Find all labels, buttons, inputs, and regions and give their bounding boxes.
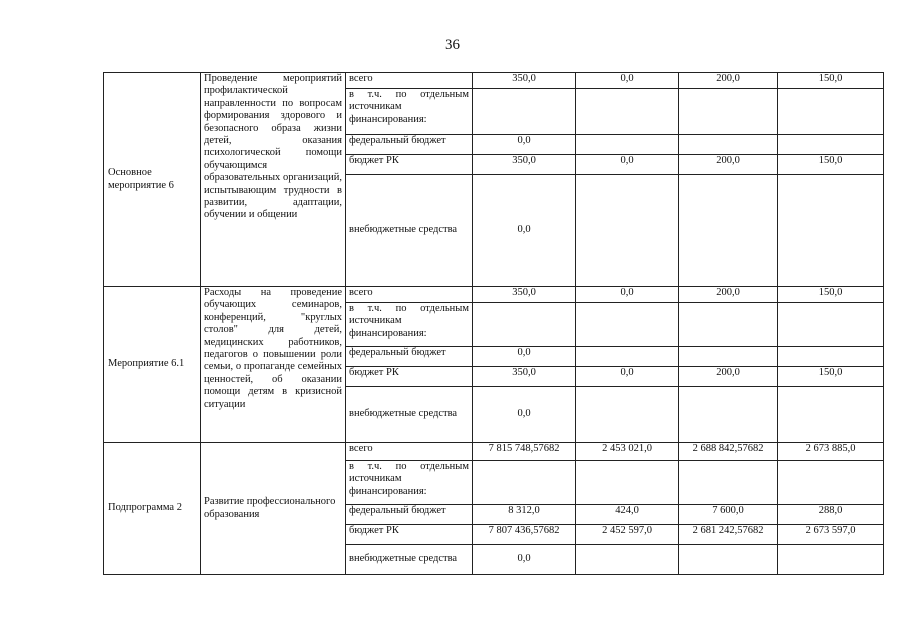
program-description: Развитие профессионального образования <box>201 443 346 575</box>
value-cell <box>778 303 884 347</box>
value-cell <box>576 303 679 347</box>
funding-source: внебюджетные средства <box>346 387 473 443</box>
value-cell <box>576 545 679 575</box>
value-cell: 2 452 597,0 <box>576 525 679 545</box>
value-cell <box>576 387 679 443</box>
value-cell: 200,0 <box>679 287 778 303</box>
funding-source: внебюджетные средства <box>346 175 473 287</box>
value-cell <box>679 303 778 347</box>
funding-source: в т.ч. по отдельным источникам финансирования: <box>346 461 473 505</box>
table-row <box>104 443 884 461</box>
value-cell: 7 807 436,57682 <box>473 525 576 545</box>
value-cell <box>778 347 884 367</box>
value-cell: 350,0 <box>473 287 576 303</box>
value-cell: 0,0 <box>473 347 576 367</box>
funding-source: федеральный бюджет <box>346 347 473 367</box>
value-cell: 8 312,0 <box>473 505 576 525</box>
value-cell <box>679 347 778 367</box>
program-description: Расходы на проведение обучающих семинаров, конференций, "круглых столов" для детей, медицинских работников, педагогов о повышении роли семьи, о пропаганде семейных ценностей, об оказании помощи детям в кризисной ситуации <box>201 287 346 443</box>
value-cell: 350,0 <box>473 155 576 175</box>
value-cell: 0,0 <box>576 73 679 89</box>
value-cell: 0,0 <box>473 387 576 443</box>
funding-source: всего <box>346 287 473 303</box>
value-cell <box>473 89 576 135</box>
funding-source: всего <box>346 443 473 461</box>
funding-source: федеральный бюджет <box>346 505 473 525</box>
value-cell <box>778 175 884 287</box>
value-cell <box>778 135 884 155</box>
value-cell <box>679 545 778 575</box>
program-description: Проведение мероприятий профилактической направленности по вопросам формирования здорового и безопасного образа жизни детей, оказания психологической помощи обучающимся образовательных организаций, испытывающим трудности в развитии, адаптации, обучении и общении <box>201 73 346 287</box>
value-cell <box>679 175 778 287</box>
value-cell <box>576 89 679 135</box>
value-cell <box>778 545 884 575</box>
value-cell <box>576 135 679 155</box>
budget-table <box>103 72 884 575</box>
value-cell <box>473 461 576 505</box>
value-cell: 150,0 <box>778 367 884 387</box>
value-cell: 2 673 597,0 <box>778 525 884 545</box>
program-name: Подпрограмма 2 <box>104 443 201 575</box>
value-cell: 0,0 <box>473 135 576 155</box>
value-cell: 200,0 <box>679 367 778 387</box>
value-cell: 7 600,0 <box>679 505 778 525</box>
value-cell <box>679 387 778 443</box>
value-cell: 0,0 <box>576 287 679 303</box>
value-cell: 0,0 <box>473 175 576 287</box>
table-row <box>104 287 884 303</box>
value-cell <box>576 347 679 367</box>
funding-source: всего <box>346 73 473 89</box>
program-name: Основное мероприятие 6 <box>104 73 201 287</box>
value-cell: 2 681 242,57682 <box>679 525 778 545</box>
value-cell: 0,0 <box>576 367 679 387</box>
value-cell: 7 815 748,57682 <box>473 443 576 461</box>
funding-source: в т.ч. по отдельным источникам финансирования: <box>346 303 473 347</box>
value-cell: 200,0 <box>679 155 778 175</box>
value-cell <box>679 135 778 155</box>
funding-source: бюджет РК <box>346 525 473 545</box>
value-cell: 350,0 <box>473 73 576 89</box>
funding-source: федеральный бюджет <box>346 135 473 155</box>
funding-source: бюджет РК <box>346 367 473 387</box>
value-cell: 288,0 <box>778 505 884 525</box>
value-cell: 2 453 021,0 <box>576 443 679 461</box>
value-cell: 2 673 885,0 <box>778 443 884 461</box>
value-cell: 424,0 <box>576 505 679 525</box>
page-number: 36 <box>445 37 460 53</box>
value-cell <box>778 461 884 505</box>
value-cell <box>473 303 576 347</box>
value-cell: 350,0 <box>473 367 576 387</box>
funding-source: в т.ч. по отдельным источникам финансирования: <box>346 89 473 135</box>
value-cell: 2 688 842,57682 <box>679 443 778 461</box>
value-cell <box>679 461 778 505</box>
value-cell: 150,0 <box>778 73 884 89</box>
value-cell: 0,0 <box>473 545 576 575</box>
value-cell <box>576 175 679 287</box>
table-row <box>104 73 884 89</box>
value-cell: 0,0 <box>576 155 679 175</box>
funding-source: внебюджетные средства <box>346 545 473 575</box>
value-cell <box>778 89 884 135</box>
value-cell <box>576 461 679 505</box>
funding-source: бюджет РК <box>346 155 473 175</box>
value-cell: 200,0 <box>679 73 778 89</box>
value-cell: 150,0 <box>778 287 884 303</box>
value-cell <box>778 387 884 443</box>
value-cell: 150,0 <box>778 155 884 175</box>
value-cell <box>679 89 778 135</box>
program-name: Мероприятие 6.1 <box>104 287 201 443</box>
